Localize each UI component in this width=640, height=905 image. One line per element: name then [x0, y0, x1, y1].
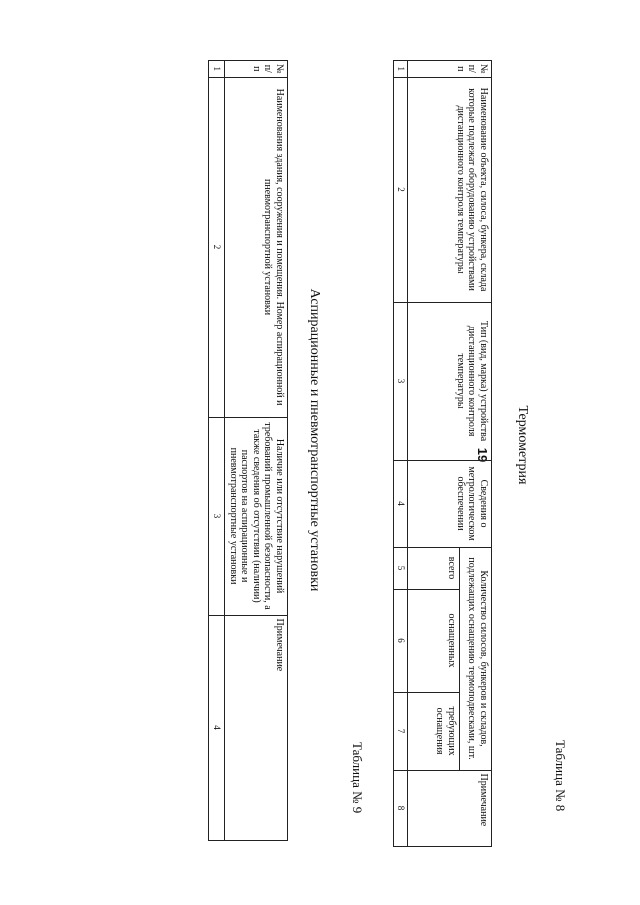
table9-col1-header: № п/п: [225, 61, 288, 78]
table9-label: Таблица № 9: [350, 742, 365, 814]
table8-col5-header: всего: [408, 547, 460, 589]
table9-col3-header: Наличие или отсутствие нарушений требований промышленной безопасности, а также сведения об отсутствии (наличии) паспортов на аспирационные и пневмотранспортные установки: [225, 417, 288, 615]
table9-col-number: 3: [209, 417, 225, 615]
table8-label: Таблица № 8: [553, 740, 568, 812]
table8-col8-header: Примечание: [408, 770, 492, 846]
table8-col3-header: Тип (вид, марка) устройства дистанционного контроля температуры: [408, 302, 492, 460]
table8-col-number: 8: [394, 770, 408, 846]
table8-col-number: 7: [394, 692, 408, 770]
table8-col1-header: № п/п: [408, 61, 492, 78]
table8-title: Термометрия: [515, 405, 530, 485]
page-number: 19: [475, 447, 490, 463]
table8-col5to7-header: Количество силосов, бункеров и складов, подлежащих оснащению термоподвесками, шт.: [460, 547, 492, 770]
table8-col7-header: требующих оснащения: [408, 692, 460, 770]
table8-col-number: 6: [394, 589, 408, 692]
table8-col-number: 3: [394, 302, 408, 460]
table9-col-number: 2: [209, 77, 225, 417]
table8-col2-header: Наименование объекта, силоса, бункера, склада которые подлежат оборудованию устройствами дистанционного контроля температуры: [408, 77, 492, 302]
table8: [393, 60, 492, 847]
table9-col-number: 4: [209, 615, 225, 840]
table9-col-number: 1: [209, 61, 225, 78]
table8-col-number: 1: [394, 61, 408, 78]
table9-col2-header: Наименования здания, сооружения и помещения. Номер аспирационной и пневмотранспортной установки: [225, 77, 288, 417]
table9-col4-header: Примечание: [225, 615, 288, 840]
table9: [209, 60, 289, 841]
table8-col-number: 4: [394, 460, 408, 547]
table8-col4-header: Сведения о метрологическом обеспечении: [408, 460, 492, 547]
table9-title: Аспирационные и пневмотранспортные установки: [307, 288, 322, 592]
table8-col6-header: оснащенных: [408, 589, 460, 692]
table8-col-number: 2: [394, 77, 408, 302]
table8-col-number: 5: [394, 547, 408, 589]
